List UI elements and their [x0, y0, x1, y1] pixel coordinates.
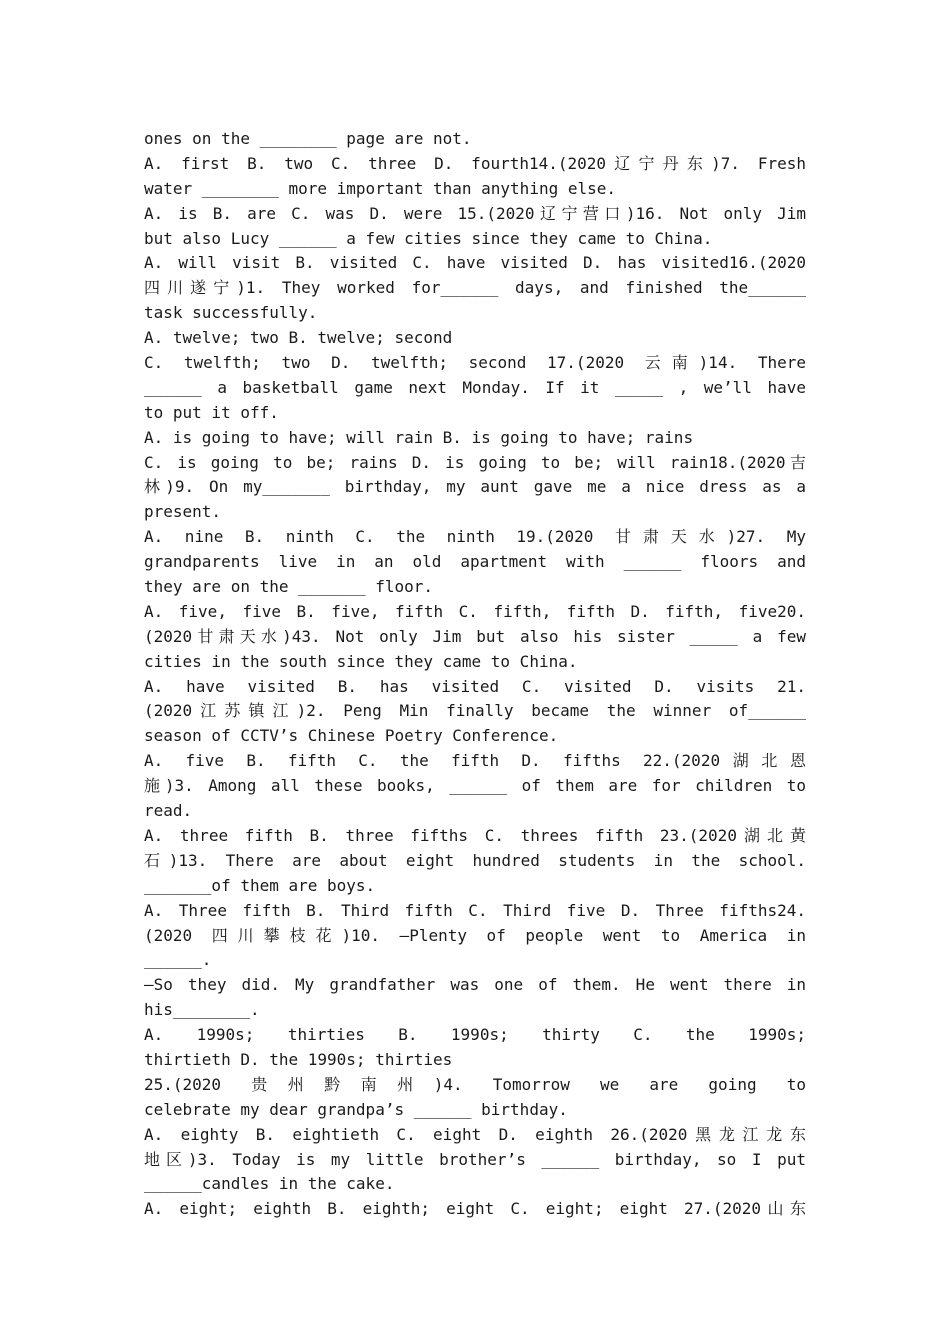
- text-line: but also Lucy ______ a few cities since they came to China.: [144, 228, 713, 248]
- text-line: A. twelve; two B. twelve; second: [144, 328, 453, 348]
- text-line: season of CCTV’s Chinese Poetry Conference.: [144, 726, 559, 746]
- text-line: A. 1990s; thirties B. 1990s; thirty C. the 1990s;: [144, 1025, 806, 1045]
- text-line: ______candles in the cake.: [144, 1174, 395, 1194]
- text-line: water ________ more important than anything else.: [144, 178, 617, 198]
- text-line: his________.: [144, 1000, 260, 1020]
- text-line: —So they did. My grandfather was one of them. He went there in: [144, 975, 806, 995]
- text-line: (2020甘肃天水)43. Not only Jim but also his sister _____ a few: [144, 626, 806, 646]
- text-line: task successfully.: [144, 303, 318, 323]
- text-line: A. is going to have; will rain B. is going to have; rains: [144, 427, 694, 447]
- text-line: they are on the _______ floor.: [144, 577, 433, 597]
- text-line: A. is B. are C. was D. were 15.(2020辽宁营口)16. Not only Jim: [144, 203, 806, 223]
- text-line: A. have visited B. has visited C. visited D. visits 21.: [144, 676, 806, 696]
- text-line: A. eight; eighth B. eighth; eight C. eight; eight 27.(2020山东: [144, 1199, 806, 1219]
- text-line: 地区)3. Today is my little brother’s ______ birthday, so I put: [144, 1149, 806, 1169]
- text-line: A. five B. fifth C. the fifth D. fifths 22.(2020湖北恩: [144, 751, 806, 771]
- text-line: 石)13. There are about eight hundred students in the school.: [144, 850, 806, 870]
- text-line: _______of them are boys.: [144, 875, 376, 895]
- text-line: cities in the south since they came to China.: [144, 651, 578, 671]
- document-page: [144, 127, 806, 1222]
- text-line: A. first B. two C. three D. fourth14.(2020辽宁丹东)7. Fresh: [144, 153, 806, 173]
- text-line: grandparents live in an old apartment with ______ floors and: [144, 552, 806, 572]
- text-line: to put it off.: [144, 402, 279, 422]
- text-line: A. five, five B. five, fifth C. fifth, fifth D. fifth, five20.: [144, 601, 806, 621]
- text-line: 施)3. Among all these books, ______ of them are for children to: [144, 776, 806, 796]
- text-line: ones on the ________ page are not.: [144, 129, 472, 148]
- text-line: A. eighty B. eightieth C. eight D. eighth 26.(2020黑龙江龙东: [144, 1124, 806, 1144]
- text-line: A. nine B. ninth C. the ninth 19.(2020 甘肃天水)27. My: [144, 527, 806, 547]
- text-line: (2020 四川攀枝花)10. —Plenty of people went to America in: [144, 925, 806, 945]
- text-line: 林)9. On my_______ birthday, my aunt gave me a nice dress as a: [144, 477, 806, 497]
- text-line: present.: [144, 502, 222, 522]
- text-line: 25.(2020 贵州黔南州)4. Tomorrow we are going to: [144, 1074, 806, 1094]
- text-line: celebrate my dear grandpa’s ______ birthday.: [144, 1099, 568, 1119]
- text-line: 四川遂宁)1. They worked for______ days, and finished the______: [144, 278, 806, 298]
- text-line: ______.: [144, 950, 212, 970]
- text-line: A. three fifth B. three fifths C. threes fifth 23.(2020湖北黄: [144, 825, 806, 845]
- text-line: C. twelfth; two D. twelfth; second 17.(2020 云南)14. There: [144, 353, 806, 373]
- text-line: (2020江苏镇江)2. Peng Min finally became the winner of______: [144, 701, 806, 721]
- text-line: ______ a basketball game next Monday. If it _____ , we’ll have: [144, 377, 806, 397]
- text-line: read.: [144, 801, 193, 821]
- text-line: A. will visit B. visited C. have visited D. has visited16.(2020: [144, 253, 806, 273]
- text-line: A. Three fifth B. Third fifth C. Third five D. Three fifths24.: [144, 900, 806, 920]
- text-line: C. is going to be; rains D. is going to be; will rain18.(2020吉: [144, 452, 806, 472]
- text-line: thirtieth D. the 1990s; thirties: [144, 1049, 453, 1069]
